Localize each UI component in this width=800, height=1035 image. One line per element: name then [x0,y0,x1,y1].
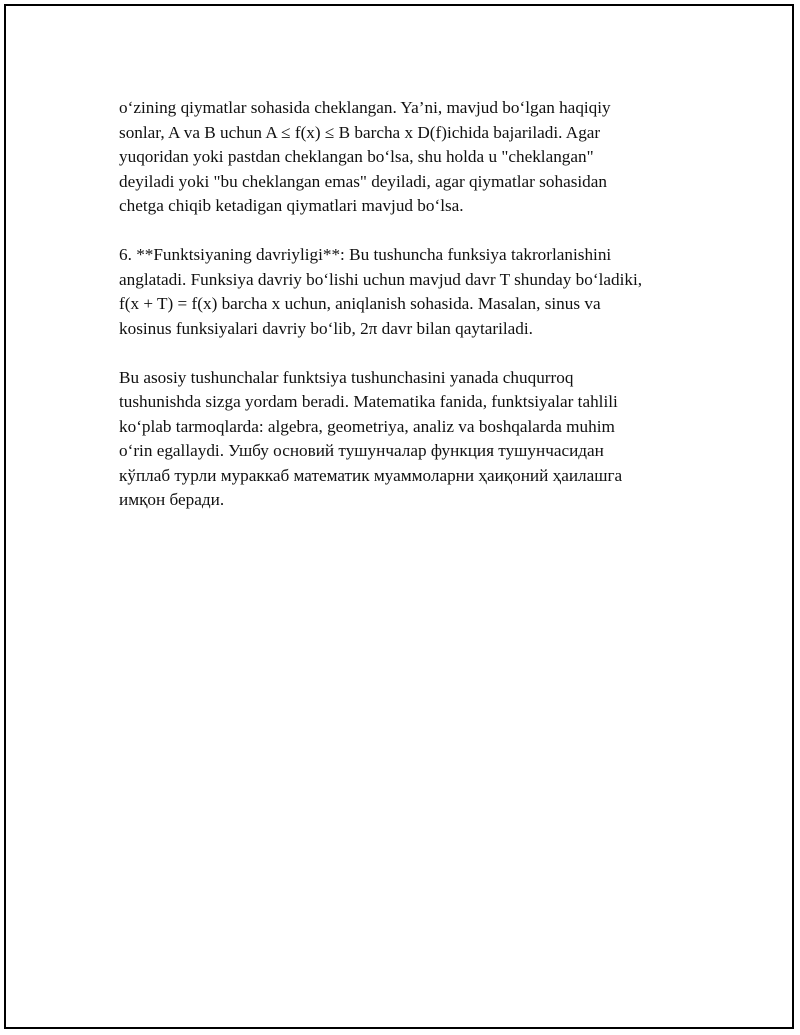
text-line: kosinus funksiyalari davriy bo‘lib, 2π davr bilan qaytariladi. [119,318,533,338]
text-line: yuqoridan yoki pastdan cheklangan bo‘lsa, shu holda u "cheklangan" [119,147,594,166]
text-line: имқон беради. [119,490,225,509]
text-line: кўплаб турли мураккаб математик муаммоларни ҳаиқоний ҳаилашга [119,465,623,485]
text-line: 6. **Funktsiyaning davriyligi**: Bu tushuncha funksiya takrorlanishini [119,245,612,264]
text-line: o‘rin egallaydi. Ушбу основий тушунчалар функция тушунчасидан [119,441,604,460]
text-line: f(x + T) = f(x) barcha x uchun, aniqlanish sohasida. Masalan, sinus va [119,294,601,313]
text-line: deyiladi yoki "bu cheklangan emas" deyiladi, agar qiymatlar sohasidan [119,171,607,191]
paragraph-periodicity [119,243,699,341]
document-body [119,96,699,537]
text-line: ko‘plab tarmoqlarda: algebra, geometriya, analiz va boshqalarda muhim [119,416,615,436]
text-line: anglatadi. Funksiya davriy bo‘lishi uchun mavjud davr T shunday bo‘ladiki, [119,269,643,289]
document-page [4,4,794,1029]
text-line: o‘zining qiymatlar sohasida cheklangan. Ya’ni, mavjud bo‘lgan haqiqiy [119,98,611,117]
text-line: tushunishda sizga yordam beradi. Matematika fanida, funktsiyalar tahlili [119,392,618,411]
text-line: chetga chiqib ketadigan qiymatlari mavjud bo‘lsa. [119,196,464,215]
paragraph-boundedness-continued [119,96,699,219]
text-line: Bu asosiy tushunchalar funktsiya tushunchasini yanada chuqurroq [119,367,574,387]
paragraph-conclusion [119,366,699,513]
text-line: sonlar, A va B uchun A ≤ f(x) ≤ B barcha x D(f)ichida bajariladi. Agar [119,122,601,142]
